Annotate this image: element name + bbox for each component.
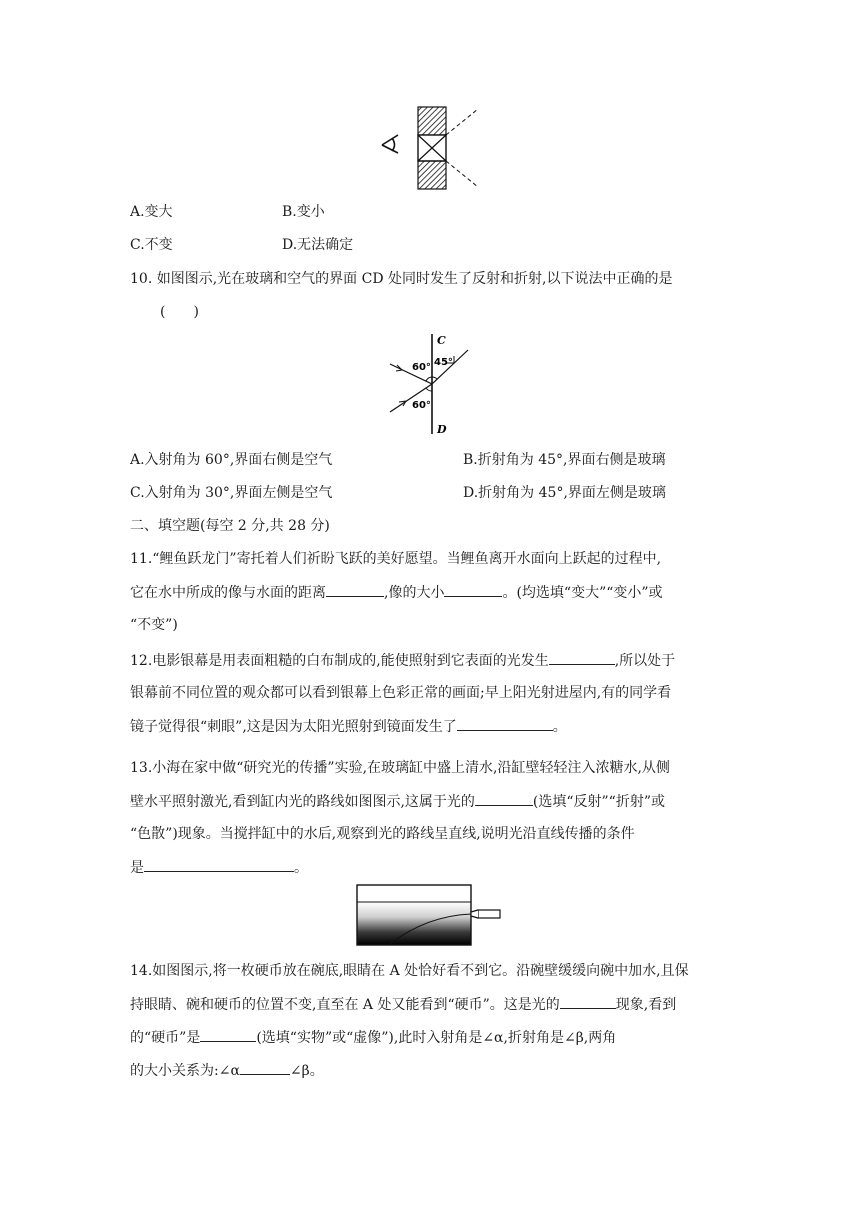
q13-line1: 13.小海在家中做“研究光的传播”实验,在玻璃缸中盛上清水,沿缸壁轻轻注入浓糖水,从侧	[130, 760, 670, 776]
q11-text-b: ,像的大小	[384, 585, 445, 601]
q9-option-d: D.无法确定	[282, 237, 354, 253]
q12-text-d: 。	[552, 719, 567, 735]
q14-line4	[130, 1060, 324, 1081]
q14-text-d: (选填“实物”或“虚像”),此时入射角是∠α,折射角是∠β,两角	[256, 1030, 617, 1046]
q14-text-a: 持眼睛、碗和硬币的位置不变,直至在 A 处又能看到“硬币”。这是光的	[130, 997, 560, 1013]
section2-title: 二、填空题(每空 2 分,共 28 分)	[130, 518, 330, 534]
angle-label-60-upper: 60°	[412, 362, 431, 373]
q10-option-b: B.折射角为 45°,界面右侧是玻璃	[463, 452, 666, 468]
q9-wall-window-figure	[378, 105, 488, 191]
q13-text-d: 。	[294, 860, 308, 876]
q14-text-f: ∠β。	[289, 1063, 324, 1079]
q11-line1: 11.“鲤鱼跃龙门”寄托着人们祈盼飞跃的美好愿望。当鲤鱼离开水面向上跃起的过程中,	[130, 551, 662, 567]
lower-wall	[418, 161, 446, 189]
sight-line-upper	[446, 109, 478, 135]
sight-line-lower	[446, 161, 478, 187]
q11-line2	[130, 582, 663, 603]
laser-pointer-icon	[471, 910, 500, 918]
q14-blank-image-type[interactable]	[200, 1027, 256, 1042]
q12-line3	[130, 716, 567, 737]
q12-line1	[130, 650, 675, 671]
q13-text-a: 壁水平照射激光,看到缸内光的路线如图图示,这属于光的	[130, 794, 475, 810]
label-d: D	[437, 423, 447, 436]
angle-label-60-lower: 60°	[412, 400, 431, 411]
q11-blank-distance[interactable]	[326, 582, 384, 597]
q12-text-a: 12.电影银幕是用表面粗糙的白布制成的,能使照射到它表面的光发生	[130, 653, 549, 669]
q13-line4	[130, 857, 308, 878]
label-c: C	[437, 334, 446, 347]
q9-option-a: A.变大	[130, 204, 173, 220]
q11-line3: “不变”)	[130, 617, 178, 633]
q11-blank-size[interactable]	[444, 582, 502, 597]
q12-text-c: 镜子觉得很“刺眼”,这是因为太阳光照射到镜面发生了	[130, 719, 457, 735]
q14-blank-angle-relation[interactable]	[240, 1060, 290, 1075]
q11-text-c: 。(均选填“变大”“变小”或	[502, 585, 663, 601]
q14-text-c: 的“硬币”是	[130, 1030, 201, 1046]
q10-option-a: A.入射角为 60°,界面右侧是空气	[130, 452, 333, 468]
q12-blank-diffuse[interactable]	[549, 650, 615, 665]
q10-option-c: C.入射角为 30°,界面左侧是空气	[130, 485, 333, 501]
q10-option-d: D.折射角为 45°,界面左侧是玻璃	[463, 485, 666, 501]
q14-text-e: 的大小关系为:∠α	[130, 1063, 240, 1079]
q13-blank-condition[interactable]	[144, 857, 294, 872]
q13-line3: “色散”)现象。当搅拌缸中的水后,观察到光的路线呈直线,说明光沿直线传播的条件	[130, 826, 635, 842]
q9-option-c: C.不变	[130, 237, 173, 253]
q12-text-b: ,所以处于	[614, 653, 676, 669]
q14-text-b: 现象,看到	[615, 997, 677, 1013]
q13-blank-phenomenon[interactable]	[475, 791, 533, 806]
q12-blank-specular[interactable]	[457, 716, 553, 731]
q14-line2	[130, 994, 676, 1015]
tank-water	[357, 902, 471, 945]
q10-answer-paren: ( )	[160, 304, 199, 320]
eye-icon	[382, 135, 398, 153]
q13-text-c: 是	[130, 860, 144, 876]
q14-blank-phenomenon[interactable]	[560, 994, 616, 1009]
q13-tank-figure	[356, 884, 506, 946]
q12-line2: 银幕前不同位置的观众都可以看到银幕上色彩正常的画面;早上阳光射进屋内,有的同学看	[130, 685, 672, 701]
q10-stem: 10. 如图图示,光在玻璃和空气的界面 CD 处同时发生了反射和折射,以下说法中正确的是	[130, 271, 673, 287]
q14-line3	[130, 1027, 616, 1048]
q13-line2	[130, 791, 665, 812]
angle-label-45: 45°	[434, 357, 453, 368]
q11-text-a: 它在水中所成的像与水面的距离	[130, 585, 326, 601]
q14-line1: 14.如图图示,将一枚硬币放在碗底,眼睛在 A 处恰好看不到它。沿碗壁缓缓向碗中加水,且保	[130, 963, 689, 979]
upper-wall	[418, 107, 446, 135]
q10-refraction-figure	[384, 332, 484, 438]
q13-text-b: (选填“反射”“折射”或	[532, 794, 665, 810]
q9-option-b: B.变小	[282, 204, 325, 220]
